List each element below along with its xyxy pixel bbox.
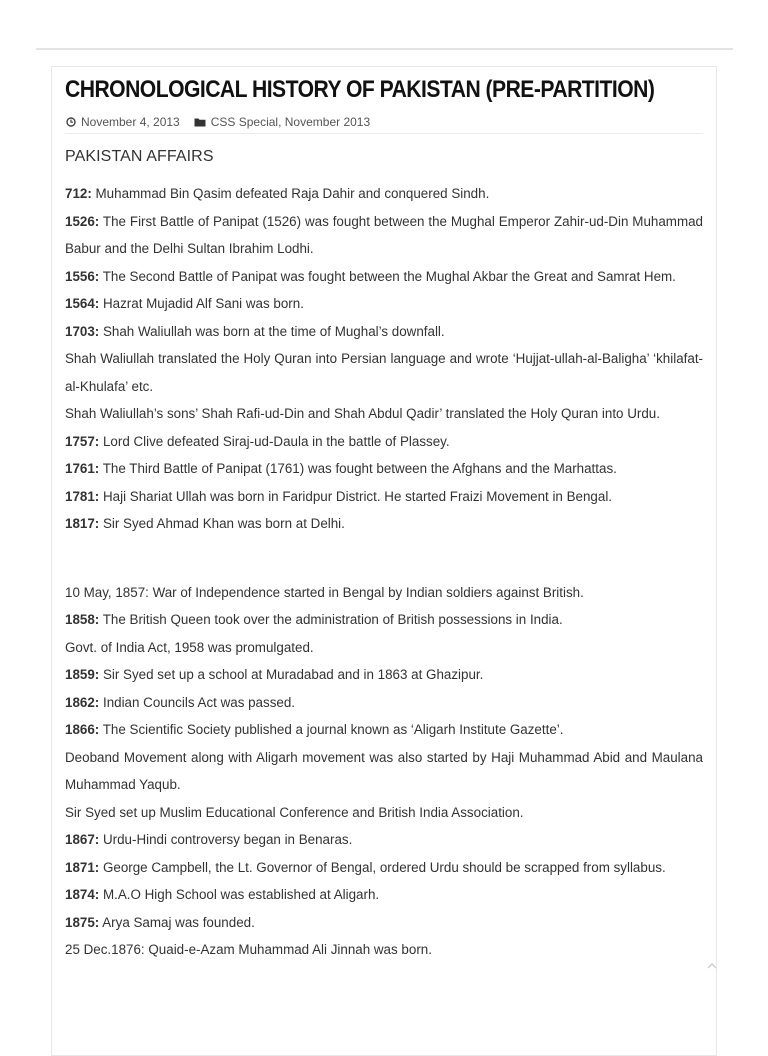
paragraph-spacer bbox=[65, 538, 703, 579]
timeline-entry bbox=[65, 180, 703, 208]
entry-year: 1867: bbox=[65, 832, 100, 847]
timeline-entry bbox=[65, 263, 703, 291]
entry-text: The British Queen took over the administration of British possessions in India. bbox=[99, 612, 563, 627]
entry-year: 1703: bbox=[65, 323, 100, 339]
timeline-entry bbox=[65, 483, 703, 511]
entry-text: Govt. of India Act, 1958 was promulgated. bbox=[65, 639, 314, 655]
entry-text: Haji Shariat Ullah was born in Faridpur District. He started Fraizi Movement in Bengal. bbox=[99, 488, 613, 504]
entry-text: Shah Waliullah’s sons’ Shah Rafi-ud-Din and Shah Abdul Qadir’ translated the Holy Quran into Urdu. bbox=[65, 406, 660, 421]
post-category[interactable] bbox=[194, 115, 370, 129]
timeline-entry bbox=[65, 909, 703, 937]
timeline-group-1 bbox=[65, 180, 703, 538]
entry-year: 1871: bbox=[65, 859, 100, 875]
post-date[interactable] bbox=[66, 115, 180, 129]
article-meta bbox=[66, 113, 370, 131]
entry-year: 1526: bbox=[65, 213, 100, 229]
timeline-entry bbox=[65, 579, 703, 607]
header-divider bbox=[36, 48, 733, 50]
clock-icon bbox=[66, 117, 76, 127]
timeline-entry bbox=[65, 208, 703, 263]
timeline-entry bbox=[65, 826, 703, 854]
entry-year: 1781: bbox=[65, 488, 100, 504]
entry-text: Muhammad Bin Qasim defeated Raja Dahir and conquered Sindh. bbox=[91, 186, 490, 201]
entry-text: Urdu-Hindi controversy began in Benaras. bbox=[99, 832, 353, 847]
meta-divider bbox=[65, 133, 703, 134]
entry-text: Sir Syed set up a school at Muradabad and in 1863 at Ghazipur. bbox=[99, 667, 484, 682]
timeline-entry bbox=[65, 634, 703, 662]
entry-year: 712: bbox=[65, 186, 92, 201]
article-title: CHRONOLOGICAL HISTORY OF PAKISTAN (PRE-PARTITION) bbox=[65, 76, 655, 103]
entry-text: Hazrat Mujadid Alf Sani was born. bbox=[99, 296, 304, 311]
entry-text: The Scientific Society published a journal known as ‘Aligarh Institute Gazette’. bbox=[99, 722, 564, 737]
folder-icon bbox=[194, 117, 206, 127]
timeline-entry bbox=[65, 510, 703, 538]
entry-year: 1862: bbox=[65, 694, 100, 710]
entry-year: 1858: bbox=[65, 612, 100, 627]
article-body bbox=[65, 180, 703, 964]
entry-year: 1817: bbox=[65, 516, 100, 531]
timeline-entry bbox=[65, 290, 703, 318]
entry-text: M.A.O High School was established at Aligarh. bbox=[99, 887, 380, 902]
timeline-entry bbox=[65, 428, 703, 456]
entry-text: Sir Syed set up Muslim Educational Conference and British India Association. bbox=[65, 804, 524, 820]
entry-year: 1866: bbox=[65, 722, 100, 737]
entry-text: The Third Battle of Panipat (1761) was fought between the Afghans and the Marhattas. bbox=[99, 461, 617, 476]
entry-text: The Second Battle of Panipat was fought between the Mughal Akbar the Great and Samrat Hem. bbox=[99, 268, 676, 284]
entry-text: The First Battle of Panipat (1526) was fought between the Mughal Emperor Zahir-ud-Din Muhammad Babur and the Delhi Sultan Ibrahim Lodhi. bbox=[65, 213, 703, 256]
timeline-entry bbox=[65, 936, 703, 964]
entry-year: 1757: bbox=[65, 433, 100, 449]
entry-text: Shah Waliullah was born at the time of Mughal’s downfall. bbox=[99, 323, 445, 339]
timeline-entry bbox=[65, 689, 703, 717]
entry-text: Shah Waliullah translated the Holy Quran into Persian language and wrote ‘Hujjat-ullah-al-Baligha’ ‘khilafat-al-Khulafa’ etc. bbox=[65, 351, 703, 394]
timeline-entry bbox=[65, 744, 703, 799]
timeline-entry bbox=[65, 854, 703, 882]
timeline-entry bbox=[65, 661, 703, 689]
entry-text: 10 May, 1857: War of Independence started in Bengal by Indian soldiers against British. bbox=[65, 584, 584, 600]
timeline-entry bbox=[65, 799, 703, 827]
entry-year: 1859: bbox=[65, 667, 100, 682]
entry-text: 25 Dec.1876: Quaid-e-Azam Muhammad Ali Jinnah was born. bbox=[65, 942, 432, 957]
entry-text: Lord Clive defeated Siraj-ud-Daula in the battle of Plassey. bbox=[99, 433, 450, 449]
timeline-entry bbox=[65, 881, 703, 909]
post-category-text: CSS Special, November 2013 bbox=[210, 115, 371, 129]
entry-text: Arya Samaj was founded. bbox=[99, 914, 255, 930]
entry-year: 1564: bbox=[65, 296, 100, 311]
timeline-entry bbox=[65, 345, 703, 400]
entry-year: 1874: bbox=[65, 887, 100, 902]
entry-year: 1556: bbox=[65, 268, 100, 284]
timeline-group-2 bbox=[65, 579, 703, 964]
entry-year: 1761: bbox=[65, 461, 100, 476]
chevron-up-icon[interactable] bbox=[704, 958, 720, 974]
timeline-entry bbox=[65, 318, 703, 346]
entry-text: George Campbell, the Lt. Governor of Bengal, ordered Urdu should be scrapped from syllabus. bbox=[99, 859, 666, 875]
post-date-text: November 4, 2013 bbox=[81, 115, 180, 129]
timeline-entry bbox=[65, 400, 703, 428]
timeline-entry bbox=[65, 606, 703, 634]
entry-year: 1875: bbox=[65, 914, 100, 930]
timeline-entry bbox=[65, 455, 703, 483]
entry-text: Deoband Movement along with Aligarh movement was also started by Haji Muhammad Abid and Maulana Muhammad Yaqub. bbox=[65, 749, 703, 792]
timeline-entry bbox=[65, 716, 703, 744]
section-heading: PAKISTAN AFFAIRS bbox=[65, 148, 214, 165]
entry-text: Sir Syed Ahmad Khan was born at Delhi. bbox=[99, 516, 345, 531]
entry-text: Indian Councils Act was passed. bbox=[99, 694, 296, 710]
